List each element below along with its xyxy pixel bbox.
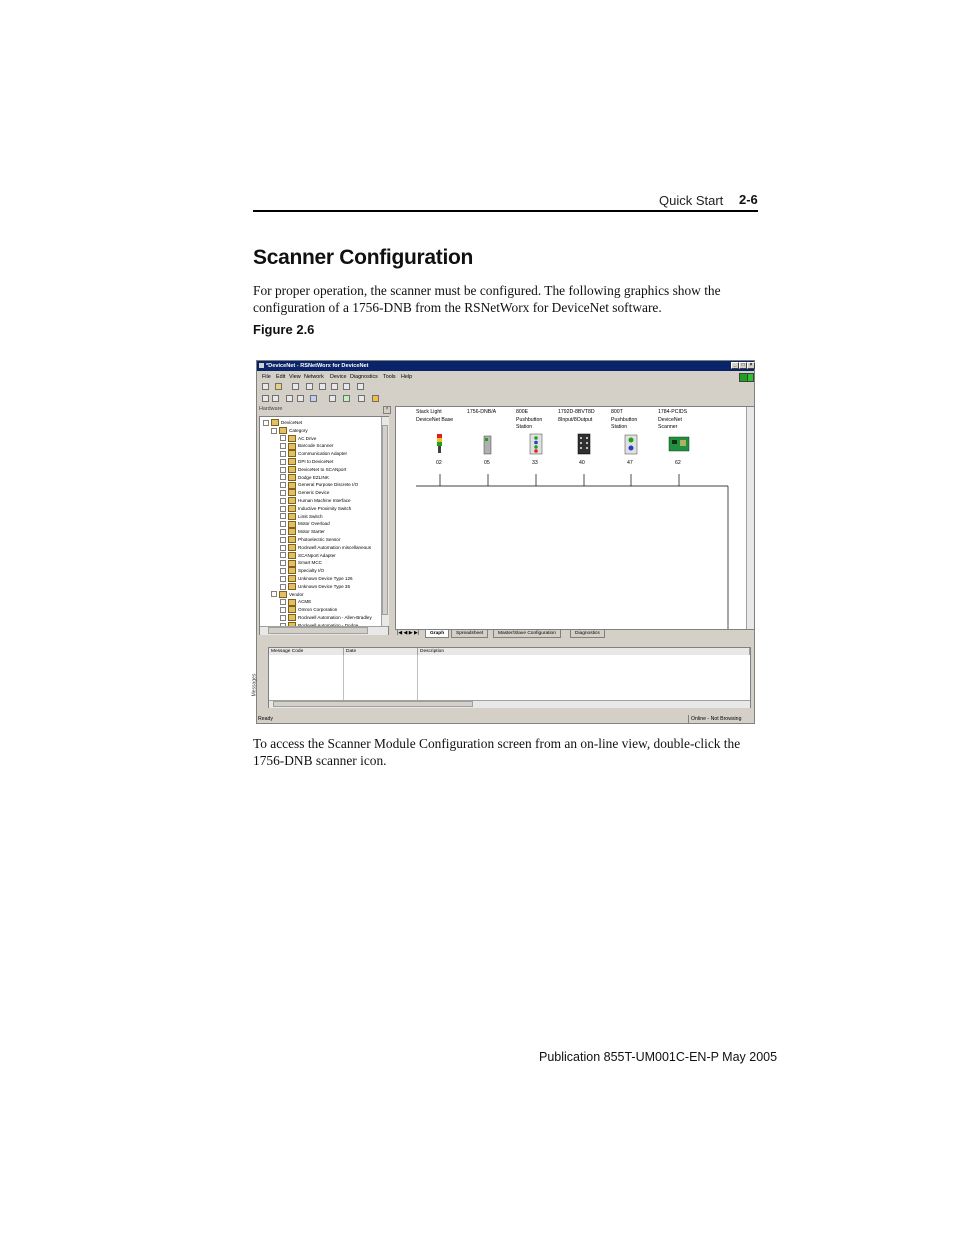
tree-node-devicenet[interactable]	[263, 419, 302, 426]
device-label-line: Scanner	[658, 424, 678, 430]
menu-tools[interactable]: Tools	[383, 374, 396, 380]
header-rule	[253, 210, 758, 212]
paste-icon[interactable]	[343, 383, 350, 390]
save-icon[interactable]	[292, 383, 299, 390]
device-address: 33	[532, 460, 538, 466]
expand-toggle-icon[interactable]	[280, 521, 286, 527]
tree-item-label: Generic Device	[298, 490, 330, 496]
device-category-icon	[288, 482, 296, 489]
minimize-button[interactable]: _	[731, 362, 739, 369]
io-block-icon[interactable]	[578, 434, 590, 454]
expand-toggle-icon[interactable]	[280, 545, 286, 551]
device-label-line: Station	[611, 424, 628, 430]
tree-view-icon[interactable]	[286, 395, 293, 402]
expand-toggle-icon[interactable]	[271, 591, 277, 597]
hardware-header	[259, 406, 389, 414]
tree-item[interactable]	[280, 598, 311, 605]
scanner-module-icon[interactable]	[484, 436, 491, 454]
device-label-line: 1792D-8BVT8D	[558, 409, 595, 415]
device-address: 02	[436, 460, 442, 466]
folder-icon	[279, 591, 287, 598]
instruction-paragraph: To access the Scanner Module Configuration screen from an on-line view, double-click the 1756-DNB scanner icon.	[253, 736, 741, 768]
stack-light-icon[interactable]	[437, 434, 442, 453]
view-tabs	[395, 629, 750, 638]
tree-item[interactable]	[280, 489, 329, 496]
tree-item[interactable]	[280, 606, 337, 613]
color-palette-icon[interactable]	[372, 395, 379, 402]
device-category-icon	[288, 567, 296, 574]
expand-toggle-icon[interactable]	[280, 467, 286, 473]
tree-node-category[interactable]	[271, 427, 308, 434]
expand-toggle-icon[interactable]	[280, 537, 286, 543]
tree-item-label: Omron Corporation	[298, 607, 338, 613]
grid-column-rule	[343, 655, 344, 700]
tree-item-label: Rockwell Automation miscellaneous	[298, 544, 372, 550]
expand-toggle-icon[interactable]	[280, 490, 286, 496]
app-icon	[259, 363, 264, 368]
messages-horizontal-scrollbar[interactable]	[269, 700, 750, 708]
device-label-line: 1784-PCIDS	[658, 409, 688, 415]
menu-bar	[257, 372, 754, 381]
tree-item[interactable]	[280, 567, 324, 574]
device-label-line: Pushbutton	[516, 416, 543, 423]
device-category-icon	[288, 560, 296, 567]
tree-item-label: DeviceNet	[281, 420, 303, 425]
tree-item-label: DeviceNet to SCANport	[298, 466, 347, 472]
tab-graph[interactable]: Graph	[425, 630, 449, 638]
tree-item-label: Smart MCC	[298, 560, 322, 566]
network-properties-icon[interactable]	[310, 395, 317, 402]
graph-vertical-scrollbar[interactable]	[746, 407, 754, 629]
column-description[interactable]: Description	[418, 648, 750, 655]
tree-item[interactable]	[280, 466, 346, 473]
menu-view[interactable]: View	[289, 374, 301, 380]
expand-toggle-icon[interactable]	[280, 615, 286, 621]
device-label	[558, 409, 595, 424]
device-category-icon	[288, 489, 296, 496]
toolbar-2	[259, 394, 752, 404]
window-title: *DeviceNet - RSNetWorx for DeviceNet	[266, 363, 369, 369]
expand-toggle-icon[interactable]	[280, 459, 286, 465]
expand-toggle-icon[interactable]	[271, 428, 277, 434]
device-category-icon	[288, 552, 296, 559]
network-graph-panel[interactable]	[395, 406, 754, 630]
rsnetworx-window	[251, 360, 755, 724]
device-category-icon	[288, 521, 296, 528]
tree-item[interactable]	[280, 575, 353, 582]
hardware-tree[interactable]	[259, 416, 389, 635]
device-label-line: 800T	[611, 409, 623, 415]
column-date[interactable]: Date	[344, 648, 418, 655]
device-category-icon	[288, 583, 296, 590]
device-address: 40	[579, 460, 585, 466]
device-label	[416, 409, 453, 424]
upload-icon[interactable]	[329, 395, 336, 402]
tree-item-label: General Purpose Discrete I/O	[298, 482, 359, 488]
tree-item[interactable]	[280, 481, 358, 488]
expand-toggle-icon[interactable]	[280, 482, 286, 488]
properties-icon[interactable]	[358, 395, 365, 402]
device-label-line: 8Input/8Output	[558, 416, 593, 423]
copy-icon[interactable]	[331, 383, 338, 390]
expand-toggle-icon[interactable]	[280, 599, 286, 605]
device-category-icon	[288, 614, 296, 621]
expand-toggle-icon[interactable]	[280, 576, 286, 582]
expand-toggle-icon[interactable]	[263, 420, 269, 426]
menu-diagnostics[interactable]: Diagnostics	[350, 374, 378, 380]
tree-item[interactable]	[280, 450, 347, 457]
tree-item-label: Unknown Device Type 126	[298, 576, 353, 581]
tree-item-label: Vendor	[289, 591, 304, 597]
device-category-icon	[288, 443, 296, 450]
device-category-icon	[288, 497, 296, 504]
cut-icon[interactable]	[319, 383, 326, 390]
device-category-icon	[288, 606, 296, 613]
tree-item[interactable]	[280, 552, 336, 559]
folder-icon	[279, 427, 287, 434]
tree-vertical-scrollbar[interactable]	[381, 417, 389, 626]
tab-spreadsheet[interactable]: Spreadsheet	[451, 630, 488, 638]
page-title: Scanner Configuration	[253, 246, 474, 269]
device-category-icon	[288, 474, 296, 481]
device-category-icon	[288, 528, 296, 535]
tree-item-label: Human Machine Interface	[298, 498, 351, 503]
device-label	[467, 409, 496, 417]
tree-item-label: Motor Overload	[298, 521, 330, 527]
tree-item[interactable]	[280, 435, 316, 442]
tab-diagnostics[interactable]: Diagnostics	[570, 630, 605, 638]
grid-column-rule	[417, 655, 418, 700]
device-category-icon	[288, 513, 296, 520]
device-label	[611, 409, 637, 432]
tree-item[interactable]	[280, 520, 330, 527]
tree-item[interactable]	[280, 559, 322, 566]
hardware-close-button[interactable]: ×	[383, 406, 391, 414]
hardware-label: Hardware	[259, 406, 283, 412]
figure-label: Figure 2.6	[253, 322, 315, 337]
expand-toggle-icon[interactable]	[280, 498, 286, 504]
expand-toggle-icon[interactable]	[280, 506, 286, 512]
folder-icon	[271, 419, 279, 426]
expand-toggle-icon[interactable]	[280, 435, 286, 441]
zoom-out-icon[interactable]	[272, 395, 279, 402]
device-address: 62	[675, 460, 681, 466]
window-titlebar	[257, 361, 754, 371]
expand-toggle-icon[interactable]	[280, 451, 286, 457]
help-pointer-icon[interactable]	[357, 383, 364, 390]
tree-item[interactable]	[280, 497, 351, 504]
tree-item[interactable]	[280, 528, 325, 535]
page-number: 2-6	[739, 192, 758, 207]
tree-item-label: Unknown Device Type 35	[298, 583, 351, 589]
close-button[interactable]: ×	[747, 362, 755, 369]
device-label-line: Pushbutton	[611, 416, 638, 423]
menu-file[interactable]: File	[262, 374, 271, 380]
messages-label: Messages	[251, 673, 258, 697]
expand-toggle-icon[interactable]	[280, 474, 286, 480]
open-icon[interactable]	[275, 383, 282, 390]
tree-item[interactable]	[280, 513, 323, 520]
tree-node-vendor[interactable]	[271, 591, 304, 598]
device-category-icon	[288, 599, 296, 606]
tree-item[interactable]	[280, 505, 351, 512]
device-category-icon	[288, 435, 296, 442]
tree-item[interactable]	[280, 536, 340, 543]
device-label-line: Station	[516, 424, 533, 430]
tree-item[interactable]	[280, 583, 350, 590]
tree-item-label: Inductive Proximity Switch	[298, 505, 352, 511]
network-graph	[396, 407, 746, 629]
pushbutton-station-icon[interactable]	[530, 434, 542, 454]
list-view-icon[interactable]	[297, 395, 304, 402]
offline-indicator-icon	[747, 373, 754, 382]
tree-item-label: Category	[289, 427, 308, 433]
expand-toggle-icon[interactable]	[280, 607, 286, 613]
status-bar	[257, 715, 754, 724]
tab-master-slave-configuration[interactable]: Master/Slave Configuration	[493, 630, 561, 638]
tree-item[interactable]	[280, 614, 372, 621]
tree-item[interactable]	[280, 442, 334, 449]
expand-toggle-icon[interactable]	[280, 568, 286, 574]
device-label-line: DeviceNet	[658, 416, 682, 423]
tree-item-label: Specialty I/O	[298, 568, 325, 574]
expand-toggle-icon[interactable]	[280, 529, 286, 535]
tab-first-button[interactable]: |◀ ◀ ▶ ▶|	[397, 630, 420, 636]
tree-item-label: SCANport Adapter	[298, 552, 336, 558]
tree-horizontal-scrollbar[interactable]	[260, 626, 388, 635]
tree-item-label: AC Drive	[298, 435, 317, 441]
toolbar-1	[259, 382, 752, 392]
tree-item-label: Motor Starter	[298, 529, 325, 535]
menu-edit[interactable]: Edit	[276, 374, 286, 380]
maximize-button[interactable]: □	[739, 362, 747, 369]
tree-item-label: Barcode Scanner	[298, 443, 334, 449]
device-label	[658, 409, 687, 432]
device-label-line: Stack Light	[416, 409, 442, 415]
device-address: 05	[484, 460, 490, 466]
zoom-in-icon[interactable]	[262, 395, 269, 402]
column-message-code[interactable]: Message Code	[269, 648, 344, 655]
pci-card-icon[interactable]	[669, 437, 689, 451]
pushbutton-station-icon[interactable]	[625, 435, 637, 454]
messages-grid[interactable]	[268, 647, 751, 708]
tree-item-label: DPI to DeviceNet	[298, 459, 334, 464]
tree-item[interactable]	[280, 458, 333, 465]
device-category-icon	[288, 458, 296, 465]
online-icon[interactable]	[343, 395, 350, 402]
tree-item[interactable]	[280, 544, 371, 551]
device-label	[516, 409, 542, 432]
device-category-icon	[288, 544, 296, 551]
device-category-icon	[288, 575, 296, 582]
expand-toggle-icon[interactable]	[280, 513, 286, 519]
device-label-line: 1756-DNB/A	[467, 409, 497, 415]
device-label-line: 800E	[516, 409, 529, 415]
header-section: Quick Start	[659, 193, 724, 208]
tree-item-label: Dodge EZLINK	[298, 474, 329, 480]
device-category-icon	[288, 505, 296, 512]
print-icon[interactable]	[306, 383, 313, 390]
status-right: Online - Not Browsing	[688, 715, 741, 724]
device-category-icon	[288, 536, 296, 543]
messages-side-label	[251, 666, 266, 706]
tree-item-label: ACME	[298, 599, 312, 605]
expand-toggle-icon[interactable]	[280, 560, 286, 566]
menu-network[interactable]: Network	[304, 374, 324, 380]
menu-help[interactable]: Help	[401, 374, 413, 380]
tree-item-label: Photoelectric Sensor	[298, 537, 341, 542]
device-category-icon	[288, 466, 296, 473]
expand-toggle-icon[interactable]	[280, 584, 286, 590]
expand-toggle-icon[interactable]	[280, 552, 286, 558]
footer-publication: Publication 855T-UM001C-EN-P May 2005	[539, 1050, 778, 1064]
intro-paragraph: For proper operation, the scanner must be configured. The following graphics show the configuration of a 1756-DNB from the RSNetWorx for DeviceNet software.	[253, 283, 721, 315]
tree-item-label: Rockwell Automation - Allen-Bradley	[298, 615, 372, 620]
device-label-line: DeviceNet Base	[416, 416, 454, 423]
expand-toggle-icon[interactable]	[280, 443, 286, 449]
status-left: Ready	[258, 716, 273, 722]
tree-item-label: Communication Adapter	[298, 451, 348, 457]
new-icon[interactable]	[262, 383, 269, 390]
tree-item-label: Limit Switch	[298, 513, 323, 519]
menu-device[interactable]: Device	[330, 374, 347, 380]
device-category-icon	[288, 450, 296, 457]
tree-item[interactable]	[280, 474, 329, 481]
device-address: 47	[627, 460, 633, 466]
